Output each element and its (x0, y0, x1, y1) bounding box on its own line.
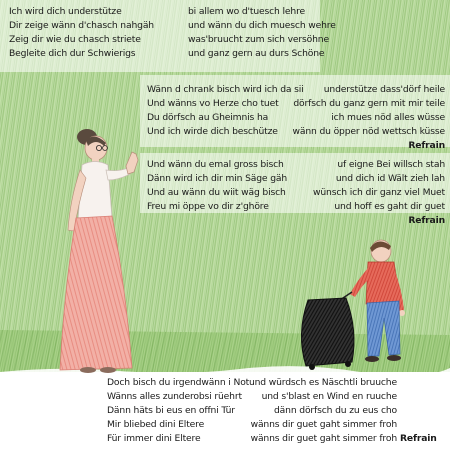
lyric-line: Freu mi öppe vo dir z'ghöre (147, 201, 269, 212)
verse2-left (147, 83, 304, 139)
lyric-line: Und wänns vo Herze cho tuet (147, 98, 279, 109)
lyric-line: und würdsch es Näschtli bruuche (248, 377, 397, 388)
lyric-line: bi allem wo d'tuesch lehre (188, 6, 305, 17)
lyric-line: und hoff es gaht dir guet (334, 201, 445, 212)
lyric-line: Zeig dir wie du chasch striete (9, 34, 141, 45)
lyric-line: wänns dir guet gaht simmer froh (250, 419, 397, 430)
refrain-label: Refrain (408, 215, 445, 226)
lyric-line: understütze dass'dörf heile (323, 84, 445, 95)
verse1-left (9, 5, 154, 61)
suitcase-drawing (301, 292, 354, 370)
lyric-line: wünsch ich dir ganz viel Muet (313, 187, 445, 198)
lyric-line: wänn du öpper nöd wettsch küsse (292, 126, 445, 137)
verse4-left (107, 376, 249, 446)
lyric-line: wänns dir guet gaht simmer froh (250, 433, 397, 444)
lyric-line: Wänn d chrank bisch wird ich da sii (147, 84, 304, 95)
lyric-line: Du dörfsch au Gheimnis ha (147, 112, 269, 123)
lyric-line: uf eigne Bei willsch stah (337, 159, 445, 170)
lyric-line: Und ich wirde dich beschütze (147, 126, 278, 137)
verse2-right (292, 83, 445, 153)
lyric-line: Mir bliebed dini Eltere (107, 419, 205, 430)
lyric-line: Wänns alles zunderobsi rüehrt (107, 391, 242, 402)
lyric-line: was'bruucht zum sich versöhne (188, 34, 329, 45)
lyric-line: Doch bisch du irgendwänn i Not (107, 377, 250, 388)
refrain-label: Refrain (408, 140, 445, 151)
lyric-line: Und wänn du emal gross bisch (147, 159, 284, 170)
lyric-line: dörfsch du ganz gern mit mir teile (293, 98, 445, 109)
lyric-line: Dänn häts bi eus en offni Tür (107, 405, 235, 416)
lyric-line: Dänn wird ich dir min Säge gäh (147, 173, 288, 184)
verse1-right (188, 5, 336, 61)
lyric-line: und s'blast en Wind en ruuche (261, 391, 397, 402)
lyric-line: und ganz gern au durs Schöne (188, 48, 325, 59)
lyric-line: und dich id Wält zieh lah (335, 173, 445, 184)
refrain-label: Refrain (400, 433, 437, 444)
verse4-right (249, 376, 397, 446)
lyric-line: Dir zeige wänn d'chasch nahgäh (9, 20, 154, 31)
lyric-line: Und au wänn du wiit wäg bisch (147, 187, 286, 198)
verse3-right (313, 158, 445, 228)
lyric-line: und wänn du dich muesch wehre (188, 20, 336, 31)
lyric-line: ich mues nöd alles wüsse (331, 112, 445, 123)
verse3-left (147, 158, 287, 214)
lyric-line: Für immer dini Eltere (107, 433, 201, 444)
lyric-line: dänn dörfsch du zu eus cho (274, 405, 397, 416)
lyric-line: Ich wird dich understütze (9, 6, 122, 17)
lyric-line: Begleite dich dur Schwierigs (9, 48, 136, 59)
